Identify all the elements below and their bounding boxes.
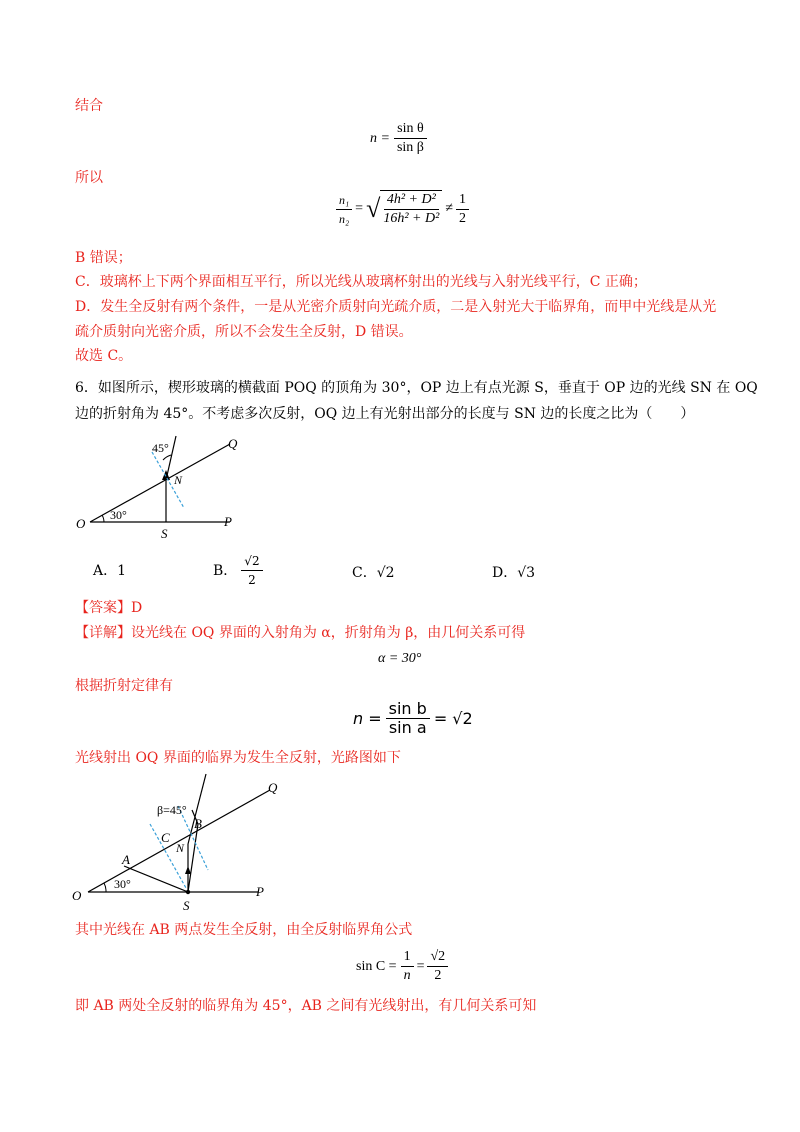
text-d-line2: 疏介质射向光密介质，所以不会发生全反射，D 错误。 — [75, 324, 413, 340]
wedge-figure-2 — [62, 770, 282, 910]
text-c-correct: C．玻璃杯上下两个界面相互平行，所以光线从玻璃杯射出的光线与入射光线平行，C 正确； — [75, 274, 647, 290]
formula-sinC — [356, 948, 448, 985]
sinC-num2: √2 — [427, 948, 448, 967]
label-c: C — [161, 830, 170, 845]
option-c: C．√2 — [352, 565, 395, 581]
formula-sin-beta: sin β — [396, 140, 424, 155]
formula-n-sin — [370, 120, 427, 157]
label-q-2: Q — [268, 780, 278, 795]
option-b-den: 2 — [248, 573, 256, 587]
label-n: N — [174, 473, 183, 487]
label-s: S — [161, 526, 168, 540]
answer-label: 【答案】D — [75, 600, 143, 616]
sinC-eq: = — [416, 958, 425, 974]
ratio-eq: = — [355, 201, 364, 216]
ratio-den: 16h² + D² — [383, 211, 440, 226]
label-30-2: 30° — [114, 877, 131, 891]
law-num: sin b — [386, 700, 430, 719]
option-d: D．√3 — [492, 565, 536, 581]
label-o-2: O — [72, 888, 82, 903]
sinC-den1: n — [403, 968, 411, 983]
sqrt-sign: √ — [366, 194, 381, 223]
option-b — [213, 552, 263, 589]
formula-n-lhs: n = — [370, 130, 390, 146]
sinC-num1: 1 — [401, 948, 414, 967]
formula-refraction — [353, 700, 473, 737]
question-line1: 6．如图所示，楔形玻璃的横截面 POQ 的顶角为 30°，OP 边上有点光源 S，垂直于 OP 边的光线 SN 在 OQ — [75, 380, 758, 396]
angle-arc-45 — [163, 455, 171, 460]
detail-line — [75, 623, 525, 643]
label-s-2: S — [183, 898, 190, 910]
sinC-den2: 2 — [434, 968, 442, 983]
ratio-n2: n₂ — [339, 211, 350, 226]
question-line2: 边的折射角为 45°。不考虑多次反射，OQ 边上有光射出部分的长度与 SN 边的长度之比为（ ） — [75, 406, 695, 422]
label-beta-45: β=45° — [157, 803, 187, 817]
text-refraction-law: 根据折射定律有 — [75, 678, 173, 694]
option-b-num: √2 — [241, 552, 262, 571]
law-lhs: n = — [353, 709, 382, 728]
ratio-half-num: 1 — [456, 191, 469, 210]
law-den: sin a — [388, 718, 427, 737]
formula-ratio — [336, 190, 469, 228]
option-b-label: B． — [213, 562, 238, 579]
angle-arc-30-2 — [104, 883, 106, 892]
detail-intro: 设光线在 OQ 界面的入射角为 α，折射角为 β，由几何关系可得 — [131, 625, 526, 641]
sinC-lhs: sin C = — [356, 958, 397, 974]
formula-alpha: α = 30° — [378, 651, 422, 666]
text-conclusion: 即 AB 两处全反射的临界角为 45°，AB 之间有光线射出，有几何关系可知 — [75, 998, 537, 1014]
ratio-num: 4h² + D² — [384, 191, 439, 210]
label-q: Q — [228, 436, 238, 451]
text-choose-c: 故选 C。 — [75, 348, 133, 364]
detail-label: 【详解】 — [75, 625, 131, 641]
ray-sa — [124, 866, 188, 892]
label-b: B — [194, 816, 202, 831]
source-dot — [186, 890, 190, 894]
text-d-line1: D．发生全反射有两个条件，一是从光密介质射向光疏介质，二是入射光大于临界角，而甲中光线是从光 — [75, 299, 717, 315]
label-p: P — [224, 514, 232, 529]
label-a: A — [122, 852, 130, 867]
ray-arrow-2 — [185, 866, 191, 874]
law-rhs: = √2 — [433, 709, 473, 728]
label-n-2: N — [176, 841, 185, 855]
text-total-reflection: 其中光线在 AB 两点发生全反射，由全反射临界角公式 — [75, 922, 413, 938]
label-o: O — [76, 516, 86, 531]
ratio-ne: ≠ — [445, 201, 453, 216]
label-30: 30° — [110, 508, 127, 522]
text-critical: 光线射出 OQ 界面的临界为发生全反射，光路图如下 — [75, 750, 401, 766]
wedge-figure-1 — [70, 430, 250, 540]
option-a: A．1 — [93, 563, 127, 579]
angle-arc-30 — [102, 515, 104, 522]
ratio-half-den: 2 — [459, 210, 466, 226]
ratio-n1: n₁ — [336, 191, 352, 210]
text-b-wrong: B 错误； — [75, 250, 132, 266]
label-45: 45° — [152, 441, 169, 455]
ray-sb — [188, 824, 198, 892]
label-p-2: P — [256, 884, 264, 899]
text-combine: 结合 — [75, 98, 103, 114]
text-therefore: 所以 — [75, 170, 103, 186]
formula-sin-theta: sin θ — [394, 120, 427, 139]
